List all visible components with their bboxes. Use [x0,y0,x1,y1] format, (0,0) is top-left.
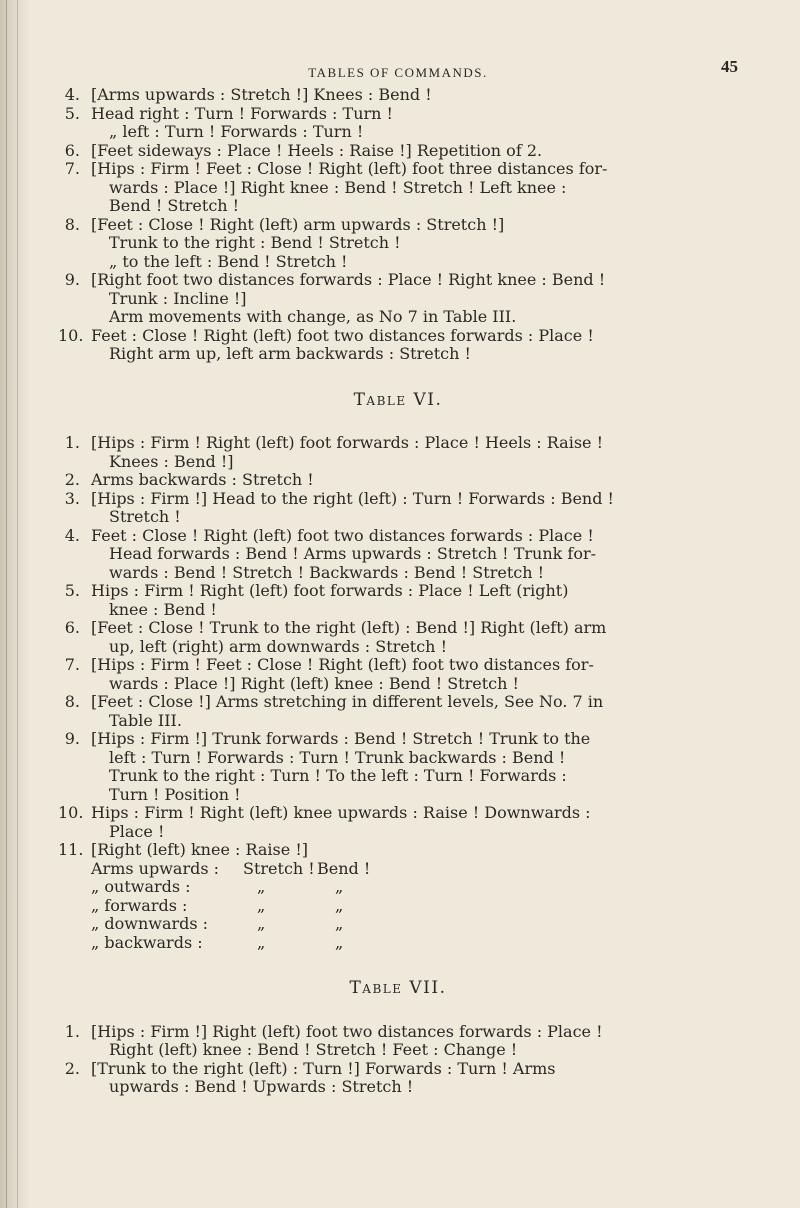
item-line: Head forwards : Bend ! Arms upwards : Stretch ! Trunk for- [109,544,597,563]
item-body [91,1023,738,1060]
grid-cell: Stretch ! [243,858,315,878]
item-number: 9. [64,270,80,289]
item-number: 4. [64,85,80,104]
list-item [58,142,738,161]
item-number: 7. [64,655,80,674]
list-item [58,490,738,527]
grid-cell: „ [335,914,344,933]
item-line: up, left (right) arm downwards : Stretch ! [109,636,447,656]
page-number: 45 [721,57,738,76]
list-item-11 [58,841,738,952]
grid-cell: „ [335,877,344,896]
grid-cell: „ [335,895,344,915]
item-line: Bend ! Stretch ! [109,196,240,215]
item-line: Right (left) knee : Bend ! Stretch ! Feet : Change ! [109,1040,518,1059]
binding-line [17,0,18,1208]
item-line: wards : Bend ! Stretch ! Backwards : Bend ! Stretch ! [109,562,545,582]
item-line: left : Turn ! Forwards : Turn ! Trunk backwards : Bend ! [109,747,566,767]
item-body [91,471,738,490]
item-line: Right arm up, left arm backwards : Stretch ! [109,344,471,363]
grid-cell: „ [257,914,266,933]
item-body [91,490,738,527]
item-line: [Hips : Firm !] Trunk forwards : Bend ! Stretch ! Trunk to the [91,729,591,748]
item-line: Feet : Close ! Right (left) foot two distances forwards : Place ! [91,525,594,545]
item-number: 6. [64,618,80,637]
grid-cell: „ [335,932,344,952]
item-line: upwards : Bend ! Upwards : Stretch ! [109,1077,414,1096]
item-line: Hips : Firm ! Right (left) knee upwards : Raise ! Downwards : [91,803,591,822]
page-header [58,50,738,80]
item-line: wards : Place !] Right knee : Bend ! Stretch ! Left knee : [109,177,567,197]
item-body [91,527,738,583]
item-line: [Feet sideways : Place ! Heels : Raise !] Repetition of 2. [91,140,543,160]
item-body [91,271,738,327]
list-item [58,160,738,216]
item-line: [Hips : Firm !] Right (left) foot two distances forwards : Place ! [91,1021,603,1041]
item-line: Arm movements with change, as No 7 in Table III. [109,307,517,326]
table-vii-list [58,1023,738,1097]
table-vi-list [58,434,738,841]
item-line: „ to the left : Bend ! Stretch ! [109,251,348,271]
book-page [58,50,738,1097]
item-line: Head right : Turn ! Forwards : Turn ! [91,103,393,123]
item-body [91,160,738,216]
item-line: [Arms upwards : Stretch !] Knees : Bend ! [91,85,432,104]
list-item [58,693,738,730]
binding-line [6,0,7,1208]
item-body [91,86,738,105]
item-line: Trunk to the right : Turn ! To the left : Turn ! Forwards : [109,766,567,785]
list-item [58,582,738,619]
item-line: „ left : Turn ! Forwards : Turn ! [109,122,364,141]
table-vi-heading: Table VI. [353,389,443,410]
item-line: Stretch ! [109,507,181,526]
item-number: 3. [64,488,80,508]
grid-cell: Bend ! [317,858,371,878]
list-item [58,1060,738,1097]
item-line: wards : Place !] Right (left) knee : Bend ! Stretch ! [109,673,519,693]
item-body [91,693,738,730]
item-number: 10. [58,803,84,822]
item-line: Turn ! Position ! [109,784,241,804]
item-number: 10. [58,325,84,345]
item-line: [Hips : Firm ! Feet : Close ! Right (left) foot three distances for- [91,159,608,178]
list-item [58,656,738,693]
item-line: Knees : Bend !] [109,451,234,471]
table-v-continued [58,86,738,364]
item-line: [Feet : Close ! Trunk to the right (left) : Bend !] Right (left) arm [91,618,607,637]
movement-grid [91,860,738,953]
list-item [58,619,738,656]
item-line: Table III. [109,710,182,730]
table-vii-heading: Table VII. [349,978,447,998]
item-line: Trunk to the right : Bend ! Stretch ! [109,233,401,252]
list-item [58,730,738,804]
item-line: [Trunk to the right (left) : Turn !] Forwards : Turn ! Arms [91,1058,556,1078]
list-item [58,216,738,272]
item-body [91,730,738,804]
item-line: [Feet : Close ! Right (left) arm upwards : Stretch !] [91,214,505,234]
grid-cell: „ forwards : [91,895,188,915]
grid-cell: Arms upwards : [91,858,220,878]
item-number: 6. [64,140,80,160]
list-item [58,86,738,105]
item-line: Hips : Firm ! Right (left) foot forwards : Place ! Left (right) [91,581,569,600]
item-body [91,804,738,841]
item-body [91,105,738,142]
item-body [91,327,738,364]
book-spine-shadow [0,0,30,1208]
item-line: Trunk : Incline !] [109,288,247,308]
item-number: 1. [64,433,80,452]
list-item [58,527,738,583]
list-item [58,105,738,142]
item-number: 7. [64,159,80,178]
item-number: 4. [64,525,80,545]
item-number: 1. [64,1021,80,1041]
list-item [58,1023,738,1060]
item-line: [Right (left) knee : Raise !] [91,840,308,859]
item-line: Place ! [109,821,165,841]
grid-cell: „ outwards : [91,877,191,896]
item-number: 8. [64,214,80,234]
item-line: [Hips : Firm ! Feet : Close ! Right (left) foot two distances for- [91,655,594,674]
item-number: 8. [64,692,80,711]
grid-cell: „ [257,932,266,952]
list-item [58,804,738,841]
item-number: 5. [64,581,80,600]
item-number: 2. [64,1058,80,1078]
item-line: [Hips : Firm ! Right (left) foot forwards : Place ! Heels : Raise ! [91,433,604,452]
list-item [58,434,738,471]
item-line: Feet : Close ! Right (left) foot two distances forwards : Place ! [91,325,594,345]
item-body [91,841,738,952]
list-item [58,471,738,490]
grid-cell: „ [257,895,266,915]
list-item [58,327,738,364]
grid-cell: „ [257,877,266,896]
item-line: [Right foot two distances forwards : Place ! Right knee : Bend ! [91,270,606,289]
item-body [91,619,738,656]
item-line: knee : Bend ! [109,599,217,619]
item-body [91,656,738,693]
grid-cell: „ backwards : [91,932,203,952]
item-line: [Feet : Close !] Arms stretching in different levels, See No. 7 in [91,692,604,711]
item-body [91,1060,738,1097]
item-body [91,216,738,272]
item-number: 9. [64,729,80,748]
item-line: Arms backwards : Stretch ! [91,470,314,489]
item-body [91,434,738,471]
item-number: 5. [64,103,80,123]
item-line: [Hips : Firm !] Head to the right (left) : Turn ! Forwards : Bend ! [91,488,614,508]
item-number: 2. [64,470,80,489]
item-number: 11. [58,840,84,859]
item-body [91,582,738,619]
list-item [58,271,738,327]
running-head: TABLES OF COMMANDS. [308,65,488,80]
grid-cell: „ downwards : [91,914,209,933]
item-body [91,142,738,161]
